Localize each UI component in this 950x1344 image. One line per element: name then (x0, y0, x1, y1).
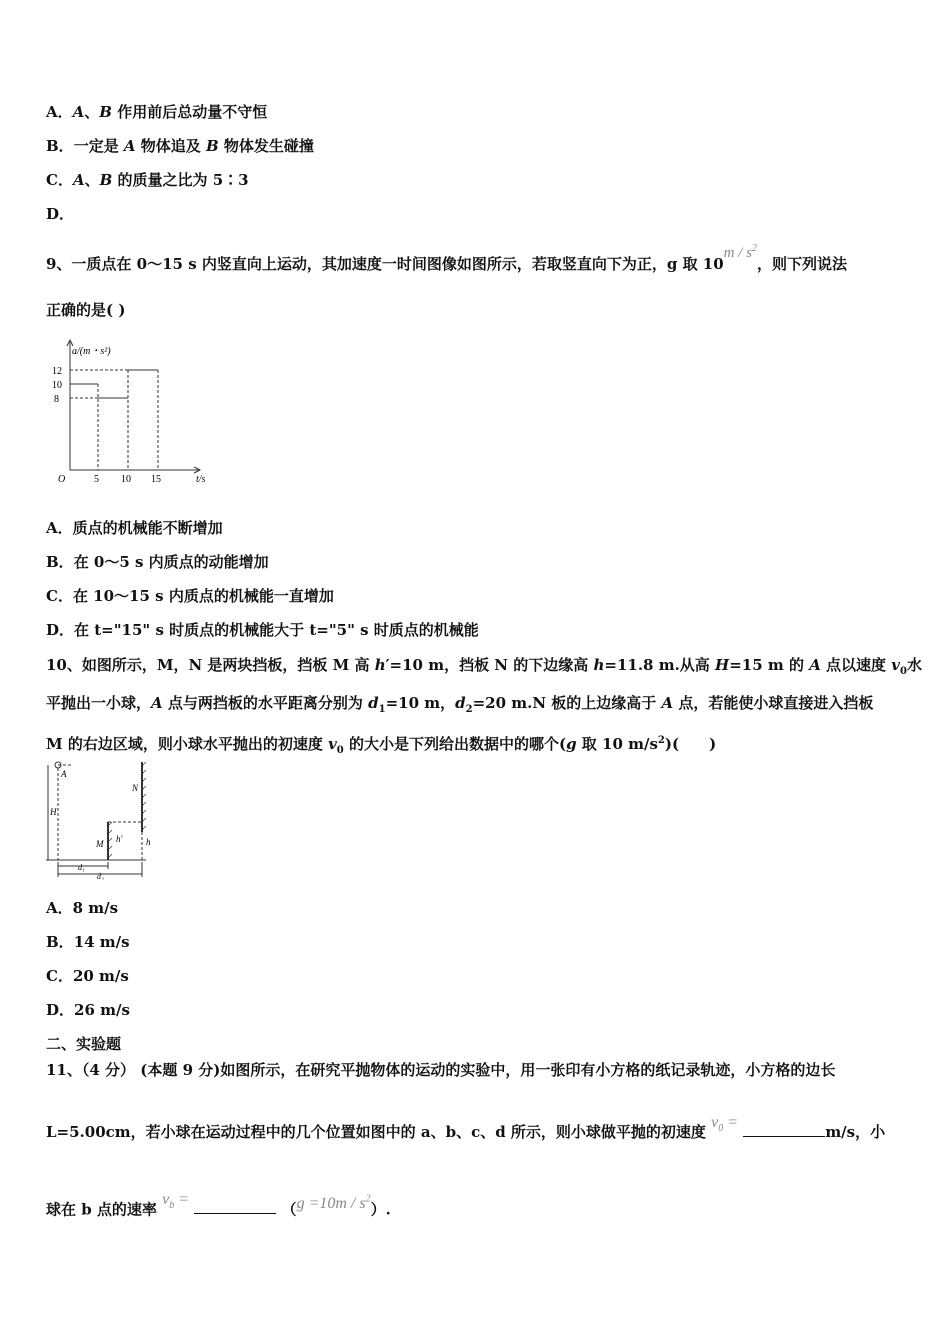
q8-option-a: A．A、B 作用前后总动量不守恒 (46, 103, 268, 121)
q11-stem-line1: 11、（4 分） (本题 9 分)如图所示，在研究平抛物体的运动的实验中，用一张印有小方格的纸记录轨迹，小方格的边长 (46, 1061, 836, 1079)
q10-option-a: A．8 m/s (46, 899, 119, 917)
q10-option-d: D．26 m/s (46, 1001, 130, 1019)
chart-ylabel: a/(m・s²) (72, 346, 111, 357)
q11-stem-line3: 球在 b 点的速率 $v_b = (g =10m / s^2)$. (46, 1191, 391, 1219)
q10-stem-line2: 平抛出一小球，A 点与两挡板的水平距离分别为 $d_1=10$ m，$d_2=20$ m.N 板的上边缘高于 A 点，若能使小球直接进入挡板 (46, 694, 874, 715)
tick-15: 15 (151, 474, 161, 485)
q9-stem-line2: 正确的是( ) (46, 301, 126, 319)
q9-option-c: C．在 10～15 s 内质点的机械能一直增加 (46, 587, 334, 605)
chart-origin: O (58, 474, 66, 485)
label-a: A (61, 769, 67, 779)
vb-answer-blank[interactable] (194, 1199, 276, 1214)
label-d1: d₁ (78, 863, 85, 872)
q9-acceleration-chart (48, 338, 218, 488)
q8-option-c: C．A、B 的质量之比为 5∶3 (46, 171, 249, 189)
tick-5: 5 (94, 474, 99, 485)
tick-8: 8 (54, 394, 59, 405)
section-heading: 二、实验题 (46, 1035, 122, 1053)
chart-xlabel: t/s (196, 474, 206, 485)
tick-10: 10 (52, 380, 62, 391)
label-hprime: h′ (116, 834, 123, 844)
label-d2: d₂ (97, 872, 104, 880)
q9-stem-line1: 9、一质点在 0～15 s 内竖直向上运动，其加速度一时间图像如图所示，若取竖直向下为正，g 取 $10m / s^2$，则下列说法 (46, 243, 848, 273)
tick-10x: 10 (121, 474, 131, 485)
label-n: N (132, 783, 139, 793)
q10-option-b: B．14 m/s (46, 933, 130, 951)
q9-option-d: D．在 t="15" s 时质点的机械能大于 t="5" s 时质点的机械能 (46, 621, 479, 639)
q11-stem-line2: L=5.00cm，若小球在运动过程中的几个位置如图中的 a、b、c、d 所示，则小球做平抛的初速度 $v_0 = m/s$，小 (46, 1114, 886, 1141)
q10-stem-line3: M 的右边区域，则小球水平抛出的初速度 $v_0$ 的大小是下列给出数据中的哪个(g 取 10 $m/s^2$)( ) (46, 735, 717, 756)
label-h: h (146, 837, 151, 847)
q10-barrier-figure (42, 760, 162, 880)
v0-answer-blank[interactable] (743, 1122, 825, 1137)
q9-option-a: A．质点的机械能不断增加 (46, 519, 223, 537)
tick-12: 12 (52, 366, 62, 377)
q10-option-c: C．20 m/s (46, 967, 129, 985)
q9-option-b: B．在 0～5 s 内质点的动能增加 (46, 553, 269, 571)
q10-stem-line1: 10、如图所示，M，N 是两块挡板，挡板 M 高 h′=10 m，挡板 N 的下边缘高 h=11.8 m.从高 H=15 m 的 A 点以速度 $v_0$水 (46, 656, 922, 677)
q8-option-b: B．一定是 A 物体追及 B 物体发生碰撞 (46, 137, 314, 155)
label-h-cap: H (50, 807, 57, 817)
q8-option-d: D． (46, 205, 75, 223)
label-m: M (96, 839, 104, 849)
